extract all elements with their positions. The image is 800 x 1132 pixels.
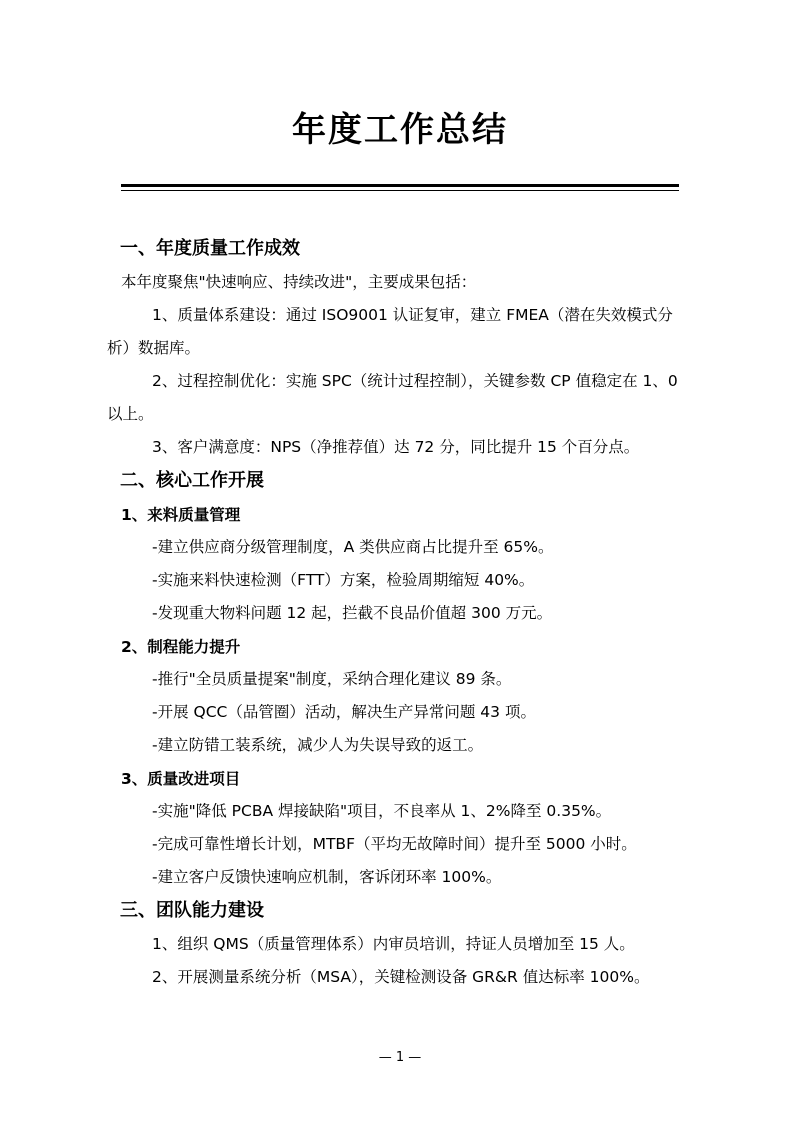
list-item: -建立防错工装系统，减少人为失误导致的返工。 [152,736,484,754]
list-item: -发现重大物料问题 12 起，拦截不良品价值超 300 万元。 [152,604,553,622]
list-item: 2、开展测量系统分析（MSA），关键检测设备 GR&R 值达标率 100%。 [152,968,650,986]
list-item: -建立供应商分级管理制度，A 类供应商占比提升至 65%。 [152,538,554,556]
section-heading: 一、年度质量工作成效 [120,238,300,259]
subsection-heading: 1、来料质量管理 [121,506,241,524]
page-number: — 1 — [378,1050,422,1065]
list-item: -开展 QCC（品管圈）活动，解决生产异常问题 43 项。 [152,703,536,721]
list-item: -实施"降低 PCBA 焊接缺陷"项目，不良率从 1、2%降至 0.35%。 [152,802,612,820]
document-title: 年度工作总结 [292,110,508,150]
list-item: -推行"全员质量提案"制度，采纳合理化建议 89 条。 [152,670,512,688]
list-item: 2、过程控制优化：实施 SPC（统计过程控制），关键参数 CP 值稳定在 1、0 以上。 [107,372,678,423]
list-item: -建立客户反馈快速响应机制，客诉闭环率 100%。 [152,868,502,886]
title-rule-thick [121,184,679,187]
list-item: -实施来料快速检测（FTT）方案，检验周期缩短 40%。 [152,571,535,589]
list-item: -完成可靠性增长计划，MTBF（平均无故障时间）提升至 5000 小时。 [152,835,637,853]
section-heading: 二、核心工作开展 [120,470,264,491]
list-item: 3、客户满意度：NPS（净推荐值）达 72 分，同比提升 15 个百分点。 [152,438,640,456]
numbered-list [107,299,681,464]
document-body [107,232,681,994]
paragraph: 本年度聚焦"快速响应、持续改进"，主要成果包括： [121,273,477,291]
subsection-heading: 2、制程能力提升 [121,638,241,656]
subsection-heading: 3、质量改进项目 [121,770,241,788]
section-heading: 三、团队能力建设 [120,900,264,921]
list-item: 1、组织 QMS（质量管理体系）内审员培训，持证人员增加至 15 人。 [152,935,635,953]
list-item: 1、质量体系建设：通过 ISO9001 认证复审，建立 FMEA（潜在失效模式分析）数据库。 [107,306,673,357]
title-rule-thin [121,190,679,191]
